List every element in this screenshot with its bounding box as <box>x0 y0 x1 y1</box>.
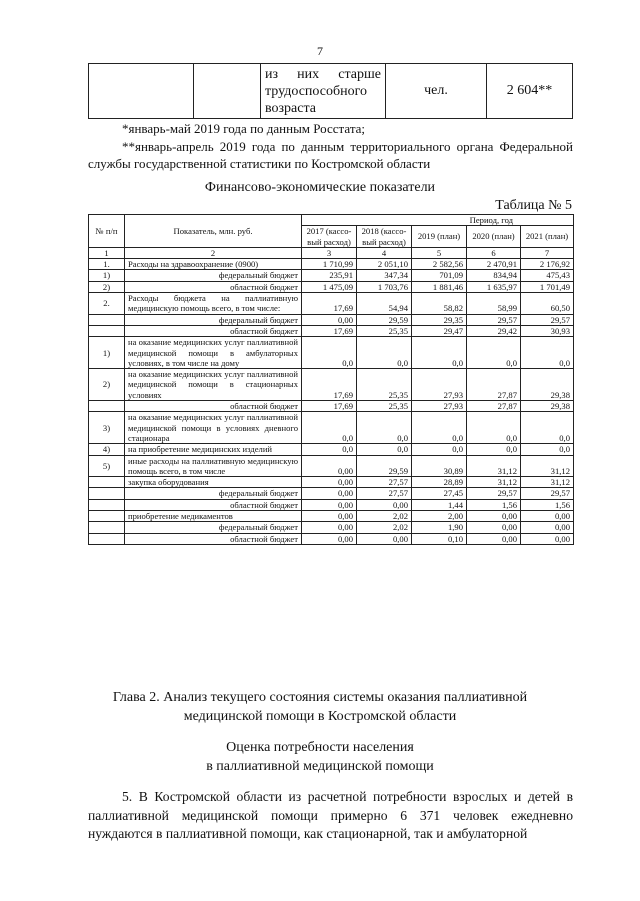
footnote-1: *январь-май 2019 года по данным Росстата; <box>122 121 366 136</box>
value-cell: 29,42 <box>467 325 521 336</box>
value-cell: 17,69 <box>302 401 357 412</box>
value-cell: 2,02 <box>357 522 412 533</box>
value-cell: 0,00 <box>521 522 574 533</box>
value-cell: 701,09 <box>412 270 467 281</box>
column-number: 4 <box>357 247 412 258</box>
value-cell: 29,57 <box>467 488 521 499</box>
value-cell: 1,44 <box>412 499 467 510</box>
value-cell: 0,00 <box>521 533 574 544</box>
value-cell: 1 703,76 <box>357 281 412 292</box>
row-label: приобретение медикаментов <box>125 511 302 522</box>
value-cell: 2 051,10 <box>357 259 412 270</box>
unit-cell: чел. <box>386 64 487 119</box>
value-cell: 29,35 <box>412 314 467 325</box>
value-cell: 0,0 <box>521 337 574 369</box>
value-cell: 0,00 <box>302 511 357 522</box>
row-label: областной бюджет <box>125 401 302 412</box>
row-number <box>89 488 125 499</box>
header-year: 2018 (кассо- вый расход) <box>357 226 412 248</box>
row-number: 1) <box>89 337 125 369</box>
value-cell: 25,35 <box>357 325 412 336</box>
value-cell: 58,99 <box>467 293 521 315</box>
value-cell: 2 176,92 <box>521 259 574 270</box>
header-period: Период, год <box>302 215 574 226</box>
column-number: 1 <box>89 247 125 258</box>
value-cell: 0,0 <box>467 444 521 455</box>
row-label: Расходы на здравоохранение (0900) <box>125 259 302 270</box>
value-cell: 0,0 <box>467 412 521 444</box>
value-cell: 29,57 <box>521 314 574 325</box>
value-cell: 27,57 <box>357 488 412 499</box>
table-header-row <box>89 215 574 226</box>
section-heading: Финансово-экономические показатели <box>204 180 436 195</box>
value-cell: 2 582,56 <box>412 259 467 270</box>
row-label: областной бюджет <box>125 499 302 510</box>
row-label: на оказание медицинских услуг паллиативной медицинской помощи в стационарных условиях <box>125 369 302 401</box>
value-cell: 2,02 <box>357 511 412 522</box>
row-number: 2) <box>89 281 125 292</box>
table-row <box>89 444 574 455</box>
value-cell: 29,38 <box>521 369 574 401</box>
value-cell: 27,93 <box>412 401 467 412</box>
value-cell: 31,12 <box>467 455 521 477</box>
value-cell: 0,00 <box>302 477 357 488</box>
value-cell: 31,12 <box>521 455 574 477</box>
value-cell: 2,00 <box>412 511 467 522</box>
value-cell: 27,93 <box>412 369 467 401</box>
value-cell: 0,0 <box>302 444 357 455</box>
value-cell: 1,56 <box>467 499 521 510</box>
value-cell: 1,56 <box>521 499 574 510</box>
value-cell: 0,00 <box>302 455 357 477</box>
header-year: 2020 (план) <box>467 226 521 248</box>
row-label: областной бюджет <box>125 533 302 544</box>
chapter-title: Глава 2. Анализ текущего состояния системы оказания паллиативной <box>112 690 528 705</box>
table-row <box>89 412 574 444</box>
table-label: Таблица № 5 <box>495 198 572 213</box>
table-row <box>89 270 574 281</box>
row-label: иные расходы на паллиативную медицинскую помощь всего, в том числе <box>125 455 302 477</box>
row-number: 5) <box>89 455 125 477</box>
row-label: закупка оборудования <box>125 477 302 488</box>
value-cell: 1 701,49 <box>521 281 574 292</box>
value-cell: 0,00 <box>302 499 357 510</box>
footnote-2: **январь-апрель 2019 года по данным территориального органа Федеральной службы государственной статистики по Костромской области <box>88 139 573 171</box>
header-indicator: Показатель, млн. руб. <box>125 215 302 248</box>
row-number <box>89 401 125 412</box>
value-cell: 0,00 <box>521 511 574 522</box>
value-cell: 2 470,91 <box>467 259 521 270</box>
body-paragraph: 5. В Костромской области из расчетной потребности взрослых и детей в паллиативной медицинской помощи примерно 6 371 человек ежедневно нуждаются в паллиативной помощи, как стационарной, так и амбулаторной <box>88 789 573 841</box>
row-label: областной бюджет <box>125 325 302 336</box>
value-cell: 30,93 <box>521 325 574 336</box>
value-cell: 29,47 <box>412 325 467 336</box>
value-cell: 0,0 <box>467 337 521 369</box>
row-label: федеральный бюджет <box>125 270 302 281</box>
column-number: 7 <box>521 247 574 258</box>
value-cell: 29,57 <box>521 488 574 499</box>
table-row <box>89 455 574 477</box>
row-number: 4) <box>89 444 125 455</box>
value-cell: 235,91 <box>302 270 357 281</box>
table-row <box>89 499 574 510</box>
value-cell: 58,82 <box>412 293 467 315</box>
value-cell: 60,50 <box>521 293 574 315</box>
column-number: 2 <box>125 247 302 258</box>
row-number <box>89 477 125 488</box>
row-label: на приобретение медицинских изделий <box>125 444 302 455</box>
value-cell: 29,57 <box>467 314 521 325</box>
row-number <box>89 325 125 336</box>
value-cell: 0,00 <box>302 522 357 533</box>
value-cell: 1 475,09 <box>302 281 357 292</box>
row-label: федеральный бюджет <box>125 522 302 533</box>
table-row <box>89 281 574 292</box>
row-number: 2. <box>89 293 125 315</box>
value-cell: 0,00 <box>302 488 357 499</box>
value-cell: 27,45 <box>412 488 467 499</box>
value-cell: 0,00 <box>302 314 357 325</box>
value-cell: 0,0 <box>412 412 467 444</box>
value-cell: 0,00 <box>302 533 357 544</box>
table-row <box>89 522 574 533</box>
value-cell: 0,0 <box>412 444 467 455</box>
value-cell: 834,94 <box>467 270 521 281</box>
row-number <box>89 533 125 544</box>
value-cell: 0,0 <box>357 412 412 444</box>
header-year: 2019 (план) <box>412 226 467 248</box>
row-number: 3) <box>89 412 125 444</box>
table-row <box>89 259 574 270</box>
row-number <box>89 511 125 522</box>
table-row <box>89 314 574 325</box>
value-cell: 25,35 <box>357 369 412 401</box>
column-number: 6 <box>467 247 521 258</box>
empty-cell <box>89 64 194 119</box>
row-number <box>89 522 125 533</box>
value-cell: 0,0 <box>357 444 412 455</box>
value-cell: 54,94 <box>357 293 412 315</box>
value-cell: 0,0 <box>302 412 357 444</box>
table-row <box>89 533 574 544</box>
value-cell: 29,59 <box>357 314 412 325</box>
value-cell: 347,34 <box>357 270 412 281</box>
finance-table <box>88 214 574 545</box>
header-year: 2021 (план) <box>521 226 574 248</box>
column-number: 5 <box>412 247 467 258</box>
value-cell: 17,69 <box>302 293 357 315</box>
value-cell: 29,38 <box>521 401 574 412</box>
continuation-table <box>88 63 573 119</box>
chapter-title: медицинской помощи в Костромской области <box>183 709 457 724</box>
value-cell: 29,59 <box>357 455 412 477</box>
table-row <box>89 511 574 522</box>
empty-cell <box>194 64 261 119</box>
value-cell: 0,0 <box>302 337 357 369</box>
value-cell: 0,0 <box>412 337 467 369</box>
subsection-title: в паллиативной медицинской помощи <box>206 759 434 774</box>
value-cell: 1 881,46 <box>412 281 467 292</box>
row-number: 2) <box>89 369 125 401</box>
value-cell: 27,87 <box>467 401 521 412</box>
row-label: Расходы бюджета на паллиативную медицинскую помощь всего, в том числе: <box>125 293 302 315</box>
page-number: 7 <box>317 44 323 58</box>
value-cell: 0,00 <box>357 499 412 510</box>
value-cell: 31,12 <box>521 477 574 488</box>
value-cell: 27,87 <box>467 369 521 401</box>
indicator-cell: из них старше трудоспособного возраста <box>261 64 386 119</box>
value-cell: 0,00 <box>357 533 412 544</box>
column-number: 3 <box>302 247 357 258</box>
row-label: на оказание медицинских услуг паллиативной медицинской помощи в условиях дневного стационара <box>125 412 302 444</box>
value-cell: 1 635,97 <box>467 281 521 292</box>
row-label: федеральный бюджет <box>125 314 302 325</box>
value-cell: 0,10 <box>412 533 467 544</box>
value-cell: 17,69 <box>302 369 357 401</box>
row-number <box>89 314 125 325</box>
table-row <box>89 488 574 499</box>
row-label: на оказание медицинских услуг паллиативной медицинской помощи в амбулаторных условиях, в том числе на дому <box>125 337 302 369</box>
value-cell: 0,0 <box>521 444 574 455</box>
value-cell: 27,57 <box>357 477 412 488</box>
table-row <box>89 477 574 488</box>
table-row <box>89 293 574 315</box>
value-cell: 0,00 <box>467 522 521 533</box>
subsection-title: Оценка потребности населения <box>226 740 414 755</box>
value-cell: 0,00 <box>467 511 521 522</box>
table-column-numbers <box>89 247 574 258</box>
value-cell: 0,0 <box>521 412 574 444</box>
value-cell: 0,00 <box>467 533 521 544</box>
value-cell: 2 604** <box>487 64 573 119</box>
value-cell: 475,43 <box>521 270 574 281</box>
value-cell: 17,69 <box>302 325 357 336</box>
row-number <box>89 499 125 510</box>
value-cell: 31,12 <box>467 477 521 488</box>
row-label: федеральный бюджет <box>125 488 302 499</box>
value-cell: 28,89 <box>412 477 467 488</box>
value-cell: 1 710,99 <box>302 259 357 270</box>
table-row <box>89 325 574 336</box>
value-cell: 25,35 <box>357 401 412 412</box>
table-row <box>89 369 574 401</box>
table-row <box>89 401 574 412</box>
value-cell: 30,89 <box>412 455 467 477</box>
header-num: № п/п <box>89 215 125 248</box>
row-number: 1. <box>89 259 125 270</box>
table-row <box>89 337 574 369</box>
header-year: 2017 (кассо- вый расход) <box>302 226 357 248</box>
row-label: областной бюджет <box>125 281 302 292</box>
table-row <box>89 64 573 119</box>
value-cell: 0,0 <box>357 337 412 369</box>
value-cell: 1,90 <box>412 522 467 533</box>
row-number: 1) <box>89 270 125 281</box>
